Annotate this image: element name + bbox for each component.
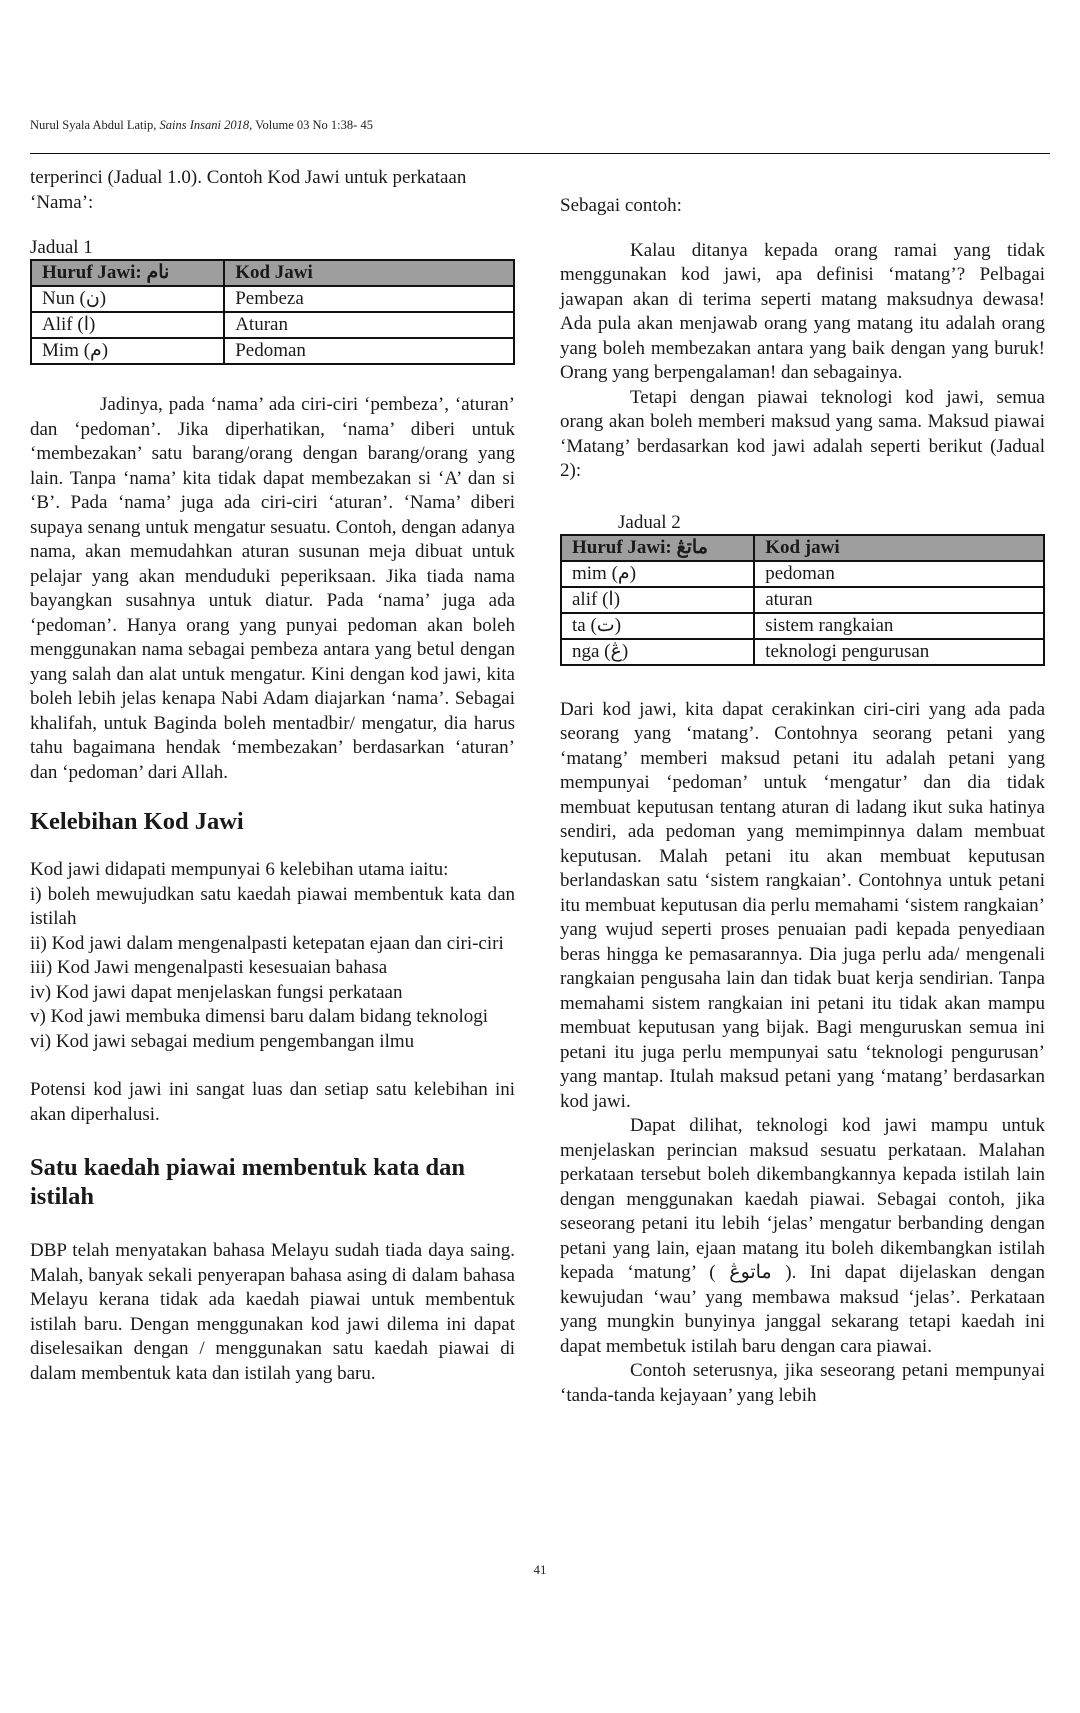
header-rule (30, 153, 1050, 154)
table2-header: Huruf Jawi: ماتڠ (561, 535, 754, 561)
right-paragraph-5: Contoh seterusnya, jika seseorang petani mempunyai ‘tanda-tanda kejayaan’ yang lebih (560, 1360, 1045, 1406)
list-item: iv) Kod jawi dapat menjelaskan fungsi perkataan (30, 981, 403, 1003)
table1-header: Kod Jawi (224, 260, 514, 286)
left-paragraph-3: DBP telah menyatakan bahasa Melayu sudah tiada daya saing. Malah, banyak sekali penyerapan bahasa asing di dalam bahasa Melayu kerana tidak ada kaedah piawai untuk membentuk istilah baru. Dengan menggunakan kod jawi dilema ini dapat diselesaikan dengan / menggunakan satu kaedah piawai di dalam membentuk kata dan istilah yang baru. (30, 1240, 515, 1384)
table-cell: Aturan (224, 312, 514, 338)
list-intro: Kod jawi didapati mempunyai 6 kelebihan utama iaitu: (30, 859, 449, 880)
running-header (30, 118, 373, 133)
table-row (561, 613, 1044, 639)
right-paragraph-1: Kalau ditanya kepada orang ramai yang tidak menggunakan kod jawi, apa definisi ‘matang’? Pelbagai jawapan akan di terima seperti matang maksudnya dewasa! Ada pula akan menjawab orang yang matang itu adalah orang yang boleh membezakan antara yang baik dengan yang buruk! Orang yang berpengalaman! dan sebagainya. (560, 239, 1045, 383)
left-column (30, 166, 515, 1386)
right-intro: Sebagai contoh: (560, 195, 682, 216)
table-row (31, 312, 514, 338)
table1-header: Huruf Jawi: نام (31, 260, 224, 286)
left-intro: terperinci (Jadual 1.0). Contoh Kod Jawi untuk perkataan ‘Nama’: (30, 167, 467, 213)
table-cell: sistem rangkaian (754, 613, 1044, 639)
table-row (31, 338, 514, 364)
table-cell: ta (ت) (561, 613, 754, 639)
table1-caption: Jadual 1 (30, 237, 93, 258)
table-cell: Pembeza (224, 286, 514, 312)
table-cell: Nun (ن) (31, 286, 224, 312)
section-heading-kaedah: Satu kaedah piawai membentuk kata dan istilah (30, 1154, 465, 1210)
list-item: ii) Kod jawi dalam mengenalpasti ketepatan ejaan dan ciri-ciri (30, 932, 504, 954)
table-cell: alif (ا) (561, 587, 754, 613)
table2-header: Kod jawi (754, 535, 1044, 561)
table2-header-row (561, 535, 1044, 561)
page-number: 41 (533, 1562, 547, 1577)
list-item: vi) Kod jawi sebagai medium pengembangan ilmu (30, 1030, 415, 1052)
right-paragraph-2: Tetapi dengan piawai teknologi kod jawi, semua orang akan boleh memberi maksud yang sama. Maksud piawai ‘Matang’ berdasarkan kod jawi adalah seperti berikut (Jadual 2): (560, 386, 1045, 481)
left-paragraph-2: Potensi kod jawi ini sangat luas dan setiap satu kelebihan ini akan diperhalusi. (30, 1079, 515, 1125)
table-cell: Pedoman (224, 338, 514, 364)
table1-header-row (31, 260, 514, 286)
list-item: iii) Kod Jawi mengenalpasti kesesuaian bahasa (30, 957, 388, 978)
header-issue: , Volume 03 No 1:38- 45 (249, 118, 373, 132)
table2 (560, 534, 1045, 666)
header-author: Nurul Syala Abdul Latip, (30, 118, 160, 132)
table-cell: nga (ڠ) (561, 639, 754, 665)
table-cell: mim (م) (561, 561, 754, 587)
left-paragraph-1: Jadinya, pada ‘nama’ ada ciri-ciri ‘pembeza’, ‘aturan’ dan ‘pedoman’. Jika diperhatikan, ‘nama’ diberi untuk ‘membezakan’ satu barang/orang dengan barang/orang yang lain. Tanpa ‘nama’ kita tidak dapat membezakan si ‘A’ dan si ‘B’. Pada ‘nama’ juga ada ciri-ciri ‘aturan’. ‘Nama’ diberi supaya senang untuk mengatur sesuatu. Contoh, dengan adanya nama, akan memudahkan aturan susunan meja dibuat untuk pelajar yang akan menduduki peperiksaan. Jika tiada nama bayangkan susahnya untuk diatur. Pada ‘nama’ juga ada ‘pedoman’. Hanya orang yang punyai pedoman akan boleh menggunakan nama sebagai pembeza antara yang betul dengan yang salah dan alat untuk mengatur. Kini dengan kod jawi, kita boleh lebih jelas kenapa Nabi Adam diajarkan ‘nama’. Sebagai khalifah, untuk Baginda boleh mentadbir/ mengatur, dia harus tahu bagaimana hendak ‘membezakan’ berdasarkan ‘aturan’ dan ‘pedoman’ dari Allah. (30, 394, 515, 783)
table-row (561, 587, 1044, 613)
table-cell: teknologi pengurusan (754, 639, 1044, 665)
right-paragraph-4: Dapat dilihat, teknologi kod jawi mampu untuk menjelaskan perincian maksud sesuatu perkataan. Malahan perkataan tersebut boleh dikembangkannya kepada istilah lain dengan menggunakan kaedah piawai. Sebagai contoh, jika seseorang petani itu lebih ‘jelas’ mengatur berbanding dengan petani yang lain, ejaan matang itu boleh dikembangkan istilah kepada ‘matung’ ( ماتوڠ ). Ini dapat dijelaskan dengan kewujudan ‘wau’ yang membawa maksud ‘jelas’. Perkataan yang mungkin bunyinya janggal sekarang tetapi kaedah ini dapat membetuk istilah baru dengan cara piawai. (560, 1115, 1045, 1357)
table-cell: Mim (م) (31, 338, 224, 364)
table-cell: pedoman (754, 561, 1044, 587)
table-row (561, 561, 1044, 587)
section-heading-kelebihan: Kelebihan Kod Jawi (30, 808, 244, 835)
table2-caption: Jadual 2 (618, 511, 681, 533)
table1 (30, 259, 515, 365)
right-column (560, 166, 1045, 1408)
table-row (561, 639, 1044, 665)
list-item: i) boleh mewujudkan satu kaedah piawai membentuk kata dan istilah (30, 883, 515, 929)
table-cell: Alif (ا) (31, 312, 224, 338)
header-journal: Sains Insani 2018 (159, 118, 250, 132)
table-cell: aturan (754, 587, 1044, 613)
table-row (31, 286, 514, 312)
right-paragraph-3: Dari kod jawi, kita dapat cerakinkan ciri-ciri yang ada pada seorang yang ‘matang’. Contohnya seorang petani yang ‘matang’ memberi maksud petani itu adalah petani yang mempunyai ‘pedoman’ untuk ‘mengatur’ dan dia tidak membuat keputusan tentang aturan di ladang ikut suka hatinya sendiri, ada pedoman yang memimpinnya dalam membuat keputusan. Malah petani itu akan membuat keputusan berlandaskan satu ‘sistem rangkaian’. Contohnya untuk petani itu membuat keputusan dia perlu memahami ‘sistem rangkaian’ yang wujud seperti proses penuaian padi kepada penyediaan beras hingga ke pemasarannya. Dia juga perlu ada/ mengenali rangkaian pengusaha lain dan tidak buat kerja sendirian. Tanpa memahami sistem rangkaian ini petani itu tidak akan mampu membuat keputusan yang bijak. Bagi menguruskan semua ini petani itu juga perlu mempunyai satu ‘teknologi pengurusan’ yang mantap. Itulah maksud petani yang ‘matang’ berdasarkan kod jawi. (560, 698, 1045, 1112)
list-item: v) Kod jawi membuka dimensi baru dalam bidang teknologi (30, 1006, 489, 1027)
